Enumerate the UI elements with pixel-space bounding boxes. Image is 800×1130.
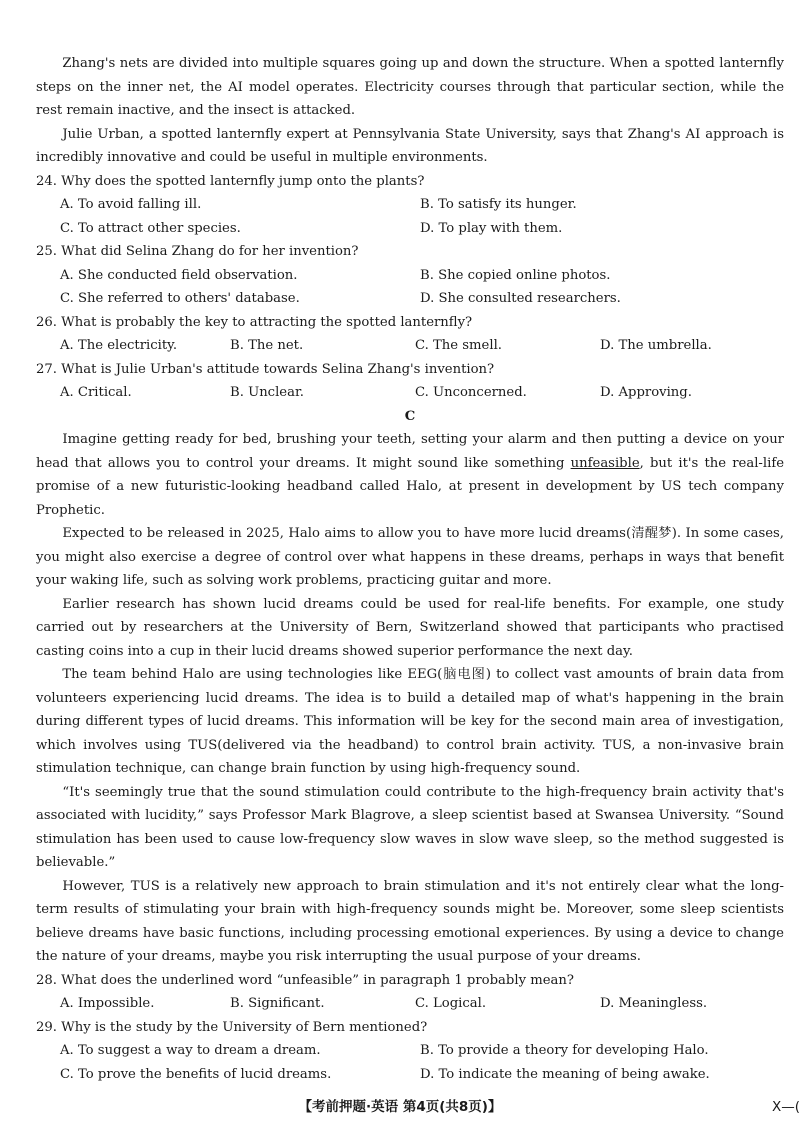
option: B. Unclear.	[230, 385, 304, 400]
page-footer: 【考前押题·英语 第4页(共8页)】	[298, 1099, 502, 1115]
question-stem: 27. What is Julie Urban's attitude towards Selina Zhang's invention?	[36, 361, 495, 377]
paragraph-text: , but it's the real-life promise of a new futuristic-looking headband called Halo, at present in development by US tech company Prophetic.	[36, 455, 785, 518]
option: A. Impossible.	[60, 996, 155, 1011]
option: C. Logical.	[415, 996, 487, 1011]
option: B. Significant.	[230, 996, 325, 1011]
passage-c-paragraph	[36, 428, 784, 522]
question-options	[60, 264, 784, 311]
question-options	[60, 381, 784, 405]
option: C. The smell.	[415, 338, 502, 353]
passage-c-paragraph: Expected to be released in 2025, Halo aims to allow you to have more lucid dreams(清醒梦). In some cases, you might also exercise a degree of control over what happens in these dreams, perhaps in ways that benefit your waking life, such as solving work problems, practicing guitar and more.	[36, 526, 784, 588]
option: C. To attract other species.	[60, 220, 241, 236]
question-options	[60, 992, 784, 1016]
option: A. Critical.	[60, 385, 132, 400]
exam-page	[36, 52, 784, 1086]
option: D. Meaningless.	[600, 996, 708, 1011]
paragraph-text: Imagine getting ready for bed, brushing your teeth, setting your alarm and then putting a device on your head that allows you to control your dreams. It might sound like something	[36, 432, 784, 471]
passage-c-paragraph: However, TUS is a relatively new approach to brain stimulation and it's not entirely clear what the long-term results of stimulating your brain with high-frequency sounds might be. Moreover, some sleep scientists believe dreams have basic functions, including processing emotional experiences. By using a device to change the nature of your dreams, maybe you risk interrupting the usual purpose of your dreams.	[36, 878, 784, 964]
passage-b-paragraph: Julie Urban, a spotted lanternfly expert at Pennsylvania State University, says that Zhang's AI approach is incredibly innovative and could be useful in multiple environments.	[36, 126, 784, 165]
option: A. To avoid falling ill.	[60, 197, 202, 212]
option: D. Approving.	[600, 385, 692, 400]
corner-code: X—(	[771, 1099, 800, 1115]
option: C. She referred to others' database.	[60, 291, 300, 306]
option: B. To provide a theory for developing Halo.	[420, 1043, 709, 1058]
passage-c-paragraph: The team behind Halo are using technologies like EEG(脑电图) to collect vast amounts of brain data from volunteers experiencing lucid dreams. The idea is to build a detailed map of what's happening in the brain during different types of lucid dreams. This information will be key for the second main area of investigation, which involves using TUS(delivered via the headband) to control brain activity. TUS, a non-invasive brain stimulation technique, can change brain function by using high-frequency sound.	[36, 667, 784, 776]
option: D. The umbrella.	[600, 338, 712, 353]
option: A. The electricity.	[60, 338, 178, 353]
option: D. To play with them.	[420, 220, 563, 236]
passage-c-paragraph: Earlier research has shown lucid dreams could be used for real-life benefits. For example, one study carried out by researchers at the University of Bern, Switzerland showed that participants who practised casting coins into a cup in their lucid dreams showed superior performance the next day.	[36, 596, 784, 659]
option: A. To suggest a way to dream a dream.	[60, 1043, 321, 1058]
option: B. The net.	[230, 338, 304, 353]
passage-b-paragraph: Zhang's nets are divided into multiple squares going up and down the structure. When a spotted lanternfly steps on the inner net, the AI model operates. Electricity courses through that particular section, while the rest remain inactive, and the insect is attacked.	[36, 56, 784, 118]
option: B. She copied online photos.	[420, 267, 611, 283]
question-stem: 29. Why is the study by the University of Bern mentioned?	[36, 1019, 428, 1035]
question-options	[60, 334, 784, 358]
question-stem: 24. Why does the spotted lanternfly jump onto the plants?	[36, 173, 425, 189]
option: A. She conducted field observation.	[60, 267, 298, 283]
option: D. She consulted researchers.	[420, 291, 621, 306]
question-stem: 28. What does the underlined word “unfeasible” in paragraph 1 probably mean?	[36, 972, 574, 988]
option: C. To prove the benefits of lucid dreams.	[60, 1066, 332, 1082]
underlined-word: unfeasible	[570, 455, 640, 471]
question-stem: 26. What is probably the key to attracting the spotted lanternfly?	[36, 314, 473, 330]
passage-c-paragraph: “It's seemingly true that the sound stimulation could contribute to the high-frequency brain activity that's associated with lucidity,” says Professor Mark Blagrove, a sleep scientist based at Swansea University. “Sound stimulation has been used to cause low-frequency slow waves in slow wave sleep, so the method suggested is believable.”	[36, 784, 784, 870]
question-options	[60, 1039, 784, 1086]
option: C. Unconcerned.	[415, 385, 527, 400]
section-heading: C	[404, 408, 416, 424]
option: D. To indicate the meaning of being awake.	[420, 1066, 710, 1082]
question-options	[60, 193, 784, 240]
question-stem: 25. What did Selina Zhang do for her invention?	[36, 244, 359, 259]
option: B. To satisfy its hunger.	[420, 197, 577, 212]
